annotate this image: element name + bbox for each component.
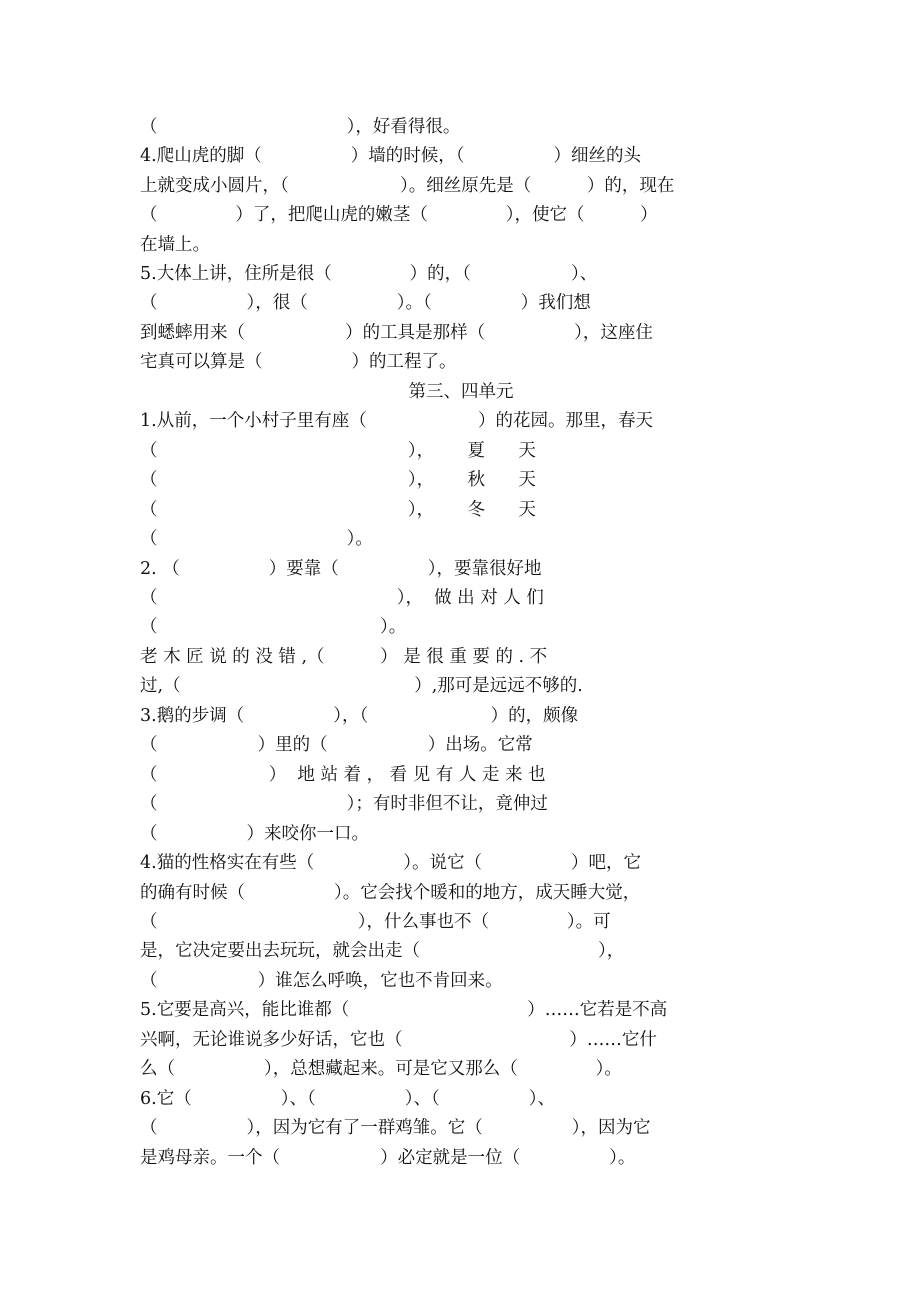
- text-line: （ ）， 冬 天: [140, 500, 536, 520]
- text-line: （ ）了，把爬山虎的嫩茎（ ），使它（ ）: [140, 205, 658, 225]
- text-line: （ ）来咬你一口。: [140, 824, 370, 844]
- text-line: 4.爬山虎的脚（ ）墙的时候，（ ）细丝的头: [140, 146, 641, 166]
- text-line: 是鸡母亲。一个（ ）必定就是一位（ ）。: [140, 1148, 636, 1168]
- text-line: 5.它要是高兴，能比谁都（ ）……它若是不高: [140, 1000, 668, 1020]
- text-line: 1.从前，一个小村子里有座（ ）的花园。那里，春天: [140, 411, 653, 431]
- text-line: 宅真可以算是（ ）的工程了。: [140, 352, 457, 372]
- text-line: 5.大体上讲，住所是很（ ）的，（ ）、: [140, 264, 598, 284]
- text-line: （ ），很（ ）。（ ）我们想: [140, 293, 591, 313]
- text-line: （ ）；有时非但不让，竟伸过: [140, 794, 548, 814]
- text-line: （ ），因为它有了一群鸡雏。它（ ），因为它: [140, 1118, 651, 1138]
- text-line: （ ）。: [140, 529, 373, 549]
- text-line: 在墙上。: [140, 235, 210, 255]
- text-line: 上就变成小圆片，（ ）。细丝原先是（ ）的，现在: [140, 176, 675, 196]
- text-line: （ ）， 秋 天: [140, 470, 536, 490]
- text-line: （ ）谁怎么呼唤，它也不肯回来。: [140, 971, 503, 991]
- text-line: （ ）。: [140, 617, 407, 637]
- text-line: 么（ ），总想藏起来。可是它又那么（ ）。: [140, 1059, 622, 1079]
- text-line: 过,（ ）,那可是远远不够的.: [140, 676, 583, 696]
- text-line: （ ）， 夏 天: [140, 441, 536, 461]
- text-line: 到蟋蟀用来（ ）的工具是那样（ ），这座住: [140, 323, 653, 343]
- text-line: 兴啊，无论谁说多少好话，它也（ ）……它什: [140, 1030, 657, 1050]
- section-heading: 第三、四单元: [408, 382, 514, 402]
- text-line: （ ），什么事也不（ ）。可: [140, 912, 611, 932]
- text-line: 3.鹅的步调（ ），（ ）的，颇像: [140, 706, 579, 726]
- text-line: 4.猫的性格实在有些（ ）。说它（ ）吧，它: [140, 853, 641, 873]
- text-line: 的确有时候（ ）。它会找个暖和的地方，成天睡大觉，: [140, 883, 641, 903]
- text-line: （ ）里的（ ）出场。它常: [140, 735, 533, 755]
- text-line: （ ） 地 站 着 ， 看 见 有 人 走 来 也: [140, 765, 546, 785]
- text-line: （ ），好看得很。: [140, 117, 461, 137]
- text-line: 是，它决定要出去玩玩，就会出走（ ），: [140, 941, 625, 961]
- text-line: （ ）， 做 出 对 人 们: [140, 588, 544, 608]
- text-line: 老 木 匠 说 的 没 错 ,（ ） 是 很 重 要 的 . 不: [140, 647, 548, 667]
- text-line: 2. （ ）要靠（ ），要靠很好地: [140, 559, 542, 579]
- text-line: 6.它（ ）、（ ）、（ ）、: [140, 1089, 555, 1109]
